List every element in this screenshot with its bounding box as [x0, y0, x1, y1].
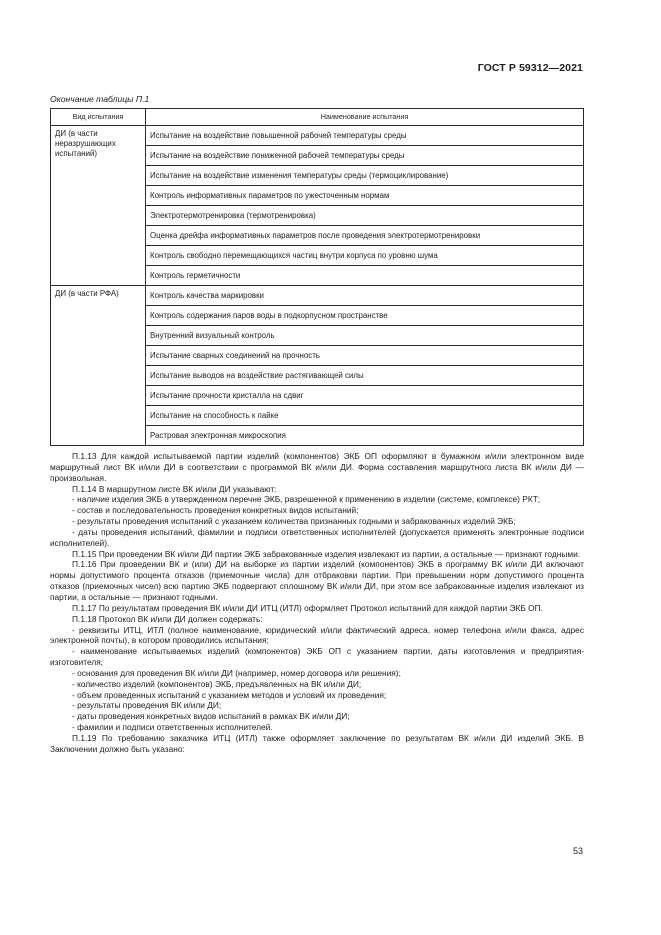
- paragraph: - даты проведения испытаний, фамилии и подписи ответственных исполнителей (допускается применять электронные подписи исполнителей).: [50, 526, 584, 548]
- table-header-row: [51, 109, 584, 126]
- standard-header: ГОСТ Р 59312—2021: [477, 62, 583, 74]
- paragraph: - реквизиты ИТЦ, ИТЛ (полное наименование, юридический и/или фактический адреса, номер телефона и/или факса, адрес электронной почты), в котором проводились испытания;: [50, 624, 584, 646]
- paragraph: П.1.17 По результатам проведения ВК и/или ДИ ИТЦ (ИТЛ) оформляет Протокол испытаний для каждой партии ЭКБ ОП.: [72, 602, 543, 613]
- paragraph: П.1.15 При проведении ВК и/или ДИ партии ЭКБ забракованные изделия извлекают из партии, а остальные — признают годными.: [72, 548, 581, 559]
- paragraph: - результаты проведения испытаний с указанием количества признанных годными и забракованных изделий ЭКБ;: [72, 516, 516, 527]
- paragraph: - результаты проведения ВК и/или ДИ;: [72, 700, 222, 711]
- test-name-cell: Испытание выводов на воздействие растягивающей силы: [146, 366, 584, 386]
- test-name-cell: Испытание на воздействие пониженной рабочей температуры среды: [146, 146, 584, 166]
- test-name-cell: Испытание сварных соединений на прочность: [146, 346, 584, 366]
- column-header-name: Наименование испытания: [146, 109, 584, 126]
- table-caption: Окончание таблицы П.1: [50, 94, 150, 104]
- paragraph: П.1.18 Протокол ВК и/или ДИ должен содержать:: [72, 613, 263, 624]
- test-name-cell: Контроль содержания паров воды в подкорпусном пространстве: [146, 306, 584, 326]
- test-name-cell: Оценка дрейфа информативных параметров после проведения электротермотренировки: [146, 226, 584, 246]
- table-body: [51, 126, 584, 446]
- paragraph: П.1.13 Для каждой испытываемой партии изделий (компонентов) ЭКБ ОП оформляют в бумажном и/или электронном виде маршрутный лист ВК и/или ДИ в соответствии с программой ВК и/или ДИ. Форма составления маршрутного листа ВК и/или ДИ — произвольная.: [50, 451, 584, 483]
- test-type-cell: ДИ (в части РФА): [51, 286, 146, 446]
- test-type-cell: ДИ (в части неразрушающих испытаний): [51, 126, 146, 286]
- paragraph: П.1.16 При проведении ВК и (или) ДИ на выборке из партии изделий (компонентов) ЭКБ в программу ВК и/или ДИ включают нормы допустимого процента отказов (приемочные числа) для отбраковки партии. При превышении норм допустимого процента отказов (приемочных чисел) всю партию ЭКБ подвергают сплошному ВК и/или ДИ, при этом все забракованные изделия извлекают из партии, а остальные — признают годными.: [50, 559, 584, 602]
- test-name-cell: Электротермотренировка (термотренировка): [146, 206, 584, 226]
- column-header-type: Вид испытания: [51, 109, 146, 126]
- table-row: [51, 286, 584, 306]
- paragraph: - фамилии и подписи ответственных исполнителей.: [72, 722, 273, 733]
- test-name-cell: Внутренний визуальный контроль: [146, 326, 584, 346]
- paragraph: - основания для проведения ВК и/или ДИ (например, номер договора или решения);: [72, 667, 401, 678]
- tests-table: [50, 108, 584, 446]
- paragraph: П.1.14 В маршрутном листе ВК и/или ДИ указывают:: [72, 483, 277, 494]
- test-name-cell: Испытание прочности кристалла на сдвиг: [146, 386, 584, 406]
- paragraph: - объем проведенных испытаний с указанием методов и условий их проведения;: [72, 689, 387, 700]
- test-name-cell: Контроль информативных параметров по ужесточенным нормам: [146, 186, 584, 206]
- test-name-cell: Контроль свободно перемещающихся частиц внутри корпуса по уровню шума: [146, 246, 584, 266]
- paragraph: - даты проведения конкретных видов испытаний в рамках ВК и/или ДИ;: [72, 711, 350, 722]
- paragraph: - наименование испытываемых изделий (компонентов) ЭКБ ОП с указанием партии, даты изготовления и предприятия-изготовителя;: [50, 646, 584, 668]
- body-text: [50, 451, 584, 755]
- table-row: [51, 126, 584, 146]
- test-name-cell: Испытание на воздействие изменения температуры среды (термоциклирование): [146, 166, 584, 186]
- test-name-cell: Растровая электронная микроскопия: [146, 426, 584, 446]
- paragraph: - наличие изделия ЭКБ в утвержденном перечне ЭКБ, разрешенной к применению в изделии (системе, комплексе) РКТ;: [72, 494, 541, 505]
- test-name-cell: Испытание на воздействие повышенной рабочей температуры среды: [146, 126, 584, 146]
- test-name-cell: Контроль герметичности: [146, 266, 584, 286]
- test-name-cell: Испытание на способность к пайке: [146, 406, 584, 426]
- paragraph: П.1.19 По требованию заказчика ИТЦ (ИТЛ) также оформляет заключение по результатам ВК и/или ДИ изделий ЭКБ. В Заключении должно быть указано:: [50, 732, 584, 754]
- paragraph: - состав и последовательность проведения конкретных видов испытаний;: [72, 505, 359, 516]
- test-name-cell: Контроль качества маркировки: [146, 286, 584, 306]
- page-number: 53: [572, 846, 583, 856]
- paragraph: - количество изделий (компонентов) ЭКБ, предъявленных на ВК и/или ДИ;: [72, 678, 362, 689]
